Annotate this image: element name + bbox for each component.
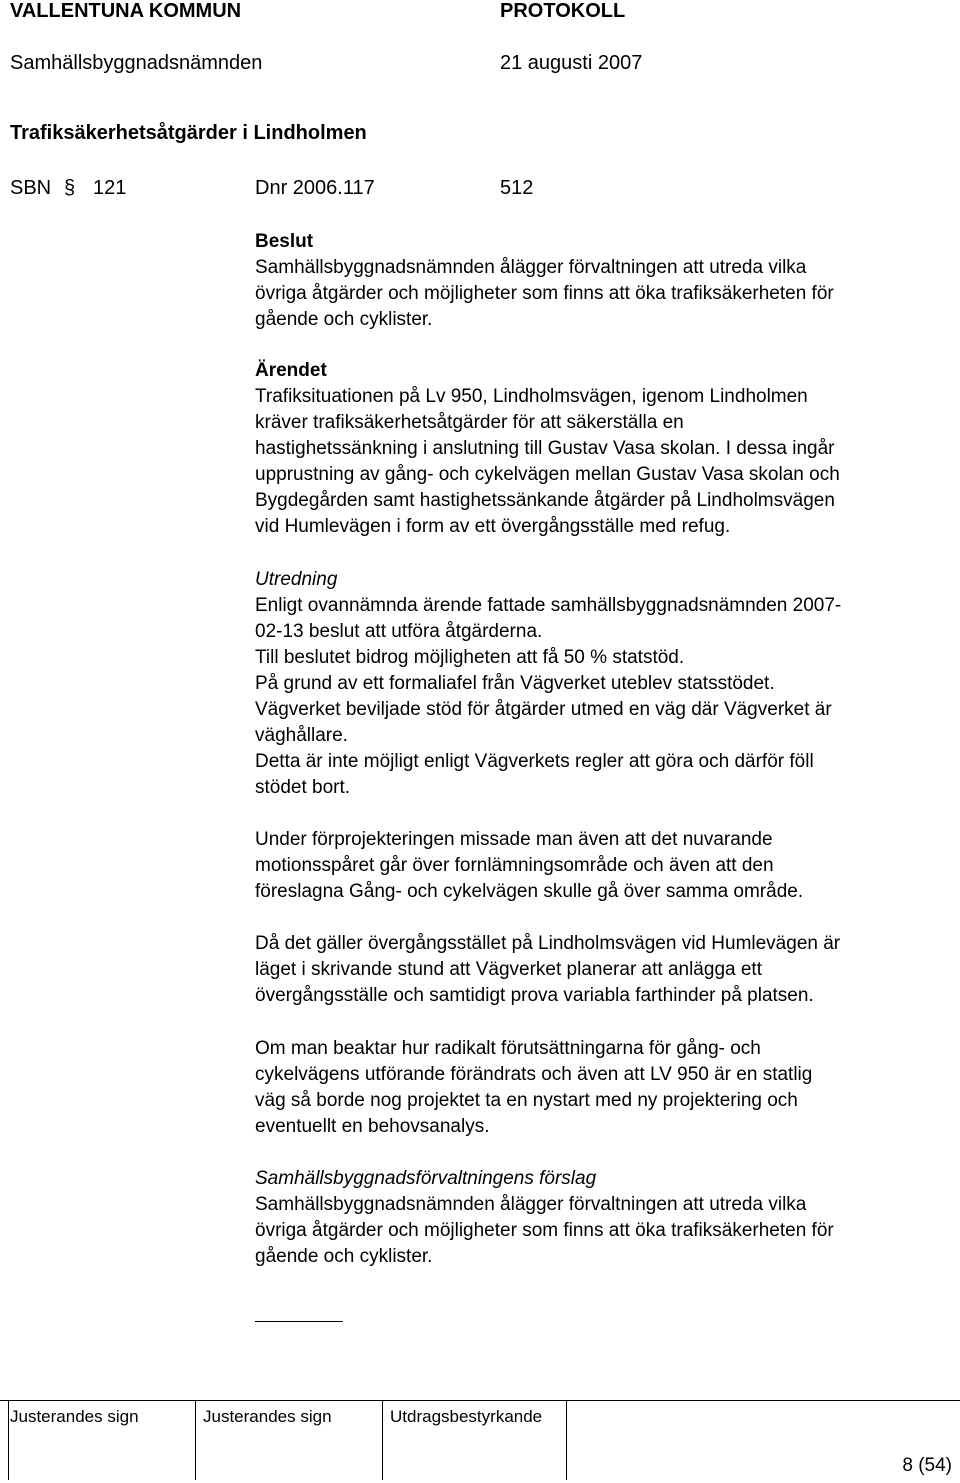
- text-line: gående och cyklister.: [255, 309, 433, 330]
- sign-label-1: Justerandes sign: [10, 1407, 139, 1426]
- page-number: 8 (54): [902, 1455, 952, 1476]
- committee-name: Samhällsbyggnadsnämnden: [10, 52, 263, 74]
- text-line: Om man beaktar hur radikalt förutsättningarna för gång- och: [255, 1038, 761, 1059]
- paragraph-overgangsstalle: [255, 931, 955, 1009]
- text-line: Till beslutet bidrog möjligheten att få 50 % statstöd.: [255, 647, 685, 668]
- text-line: övriga åtgärder och möjligheter som finns att öka trafiksäkerheten för: [255, 1220, 834, 1241]
- text-line: Detta är inte möjligt enligt Vägverkets regler att göra och därför föll: [255, 751, 814, 772]
- text-line: 02-13 beslut att utföra åtgärderna.: [255, 621, 543, 642]
- text-line: övriga åtgärder och möjligheter som finns att öka trafiksäkerheten för: [255, 283, 834, 304]
- text-line: väg så borde nog projektet ta en nystart med ny projektering och: [255, 1090, 798, 1111]
- text-line: Samhällsbyggnadsnämnden ålägger förvaltningen att utreda vilka: [255, 1194, 807, 1215]
- text-line: kräver trafiksäkerhetsåtgärder för att säkerställa en: [255, 412, 684, 433]
- section-heading: Ärendet: [255, 360, 327, 381]
- sbn-label: SBN: [10, 177, 52, 199]
- text-line: gående och cyklister.: [255, 1246, 433, 1267]
- doc-type: PROTOKOLL: [500, 0, 626, 22]
- text-line: eventuellt en behovsanalys.: [255, 1116, 490, 1137]
- sign-label-2: Justerandes sign: [203, 1407, 332, 1426]
- section-beslut: [255, 229, 955, 333]
- section-heading: Utredning: [255, 569, 338, 590]
- footer-divider: [195, 1401, 196, 1480]
- text-line: läget i skrivande stund att Vägverket planerar att anlägga ett: [255, 959, 762, 980]
- text-line: hastighetssänkning i anslutning till Gustav Vasa skolan. I dessa ingår: [255, 438, 835, 459]
- dnr-number: Dnr 2006.117: [255, 177, 375, 199]
- section-arendet: [255, 358, 955, 540]
- org-name: VALLENTUNA KOMMUN: [10, 0, 242, 22]
- text-line: Under förprojekteringen missade man även att det nuvarande: [255, 829, 773, 850]
- text-line: vid Humlevägen i form av ett övergångsställe med refug.: [255, 516, 731, 537]
- footer-divider: [566, 1401, 567, 1480]
- page-title: Trafiksäkerhetsåtgärder i Lindholmen: [10, 122, 367, 144]
- text-line: Bygdegården samt hastighetssänkande åtgärder på Lindholmsvägen: [255, 490, 835, 511]
- paragraph-forprojektering: [255, 827, 955, 905]
- section-heading: Beslut: [255, 231, 314, 252]
- section-number: 121: [93, 177, 127, 199]
- footer-divider: [382, 1401, 383, 1480]
- section-heading: Samhällsbyggnadsförvaltningens förslag: [255, 1168, 597, 1189]
- text-line: motionsspåret går över fornlämningsområde och även att den: [255, 855, 774, 876]
- text-line: Samhällsbyggnadsnämnden ålägger förvaltningen att utreda vilka: [255, 257, 807, 278]
- signature-footer: [0, 1400, 960, 1483]
- text-line: övergångsställe och samtidigt prova variabla farthinder på platsen.: [255, 985, 814, 1006]
- end-rule: [255, 1321, 343, 1322]
- footer-divider: [8, 1401, 9, 1480]
- text-line: väghållare.: [255, 725, 348, 746]
- meeting-date: 21 augusti 2007: [500, 52, 643, 74]
- archive-code: 512: [500, 177, 534, 199]
- text-line: upprustning av gång- och cykelvägen mellan Gustav Vasa skolan och: [255, 464, 840, 485]
- text-line: Vägverket beviljade stöd för åtgärder utmed en väg där Vägverket är: [255, 699, 832, 720]
- text-line: stödet bort.: [255, 777, 351, 798]
- section-forslag: [255, 1166, 955, 1270]
- section-utredning: [255, 567, 955, 801]
- text-line: Enligt ovannämnda ärende fattade samhällsbyggnadsnämnden 2007-: [255, 595, 842, 616]
- section-symbol: §: [64, 177, 76, 199]
- text-line: På grund av ett formaliafel från Vägverket uteblev statsstödet.: [255, 673, 775, 694]
- paragraph-nystart: [255, 1036, 955, 1140]
- extract-label: Utdragsbestyrkande: [390, 1407, 543, 1426]
- text-line: cykelvägens utförande förändrats och även att LV 950 är en statlig: [255, 1064, 813, 1085]
- text-line: Då det gäller övergångsstället på Lindholmsvägen vid Humlevägen är: [255, 933, 841, 954]
- text-line: Trafiksituationen på Lv 950, Lindholmsvägen, igenom Lindholmen: [255, 386, 808, 407]
- text-line: föreslagna Gång- och cykelvägen skulle gå över samma område.: [255, 881, 804, 902]
